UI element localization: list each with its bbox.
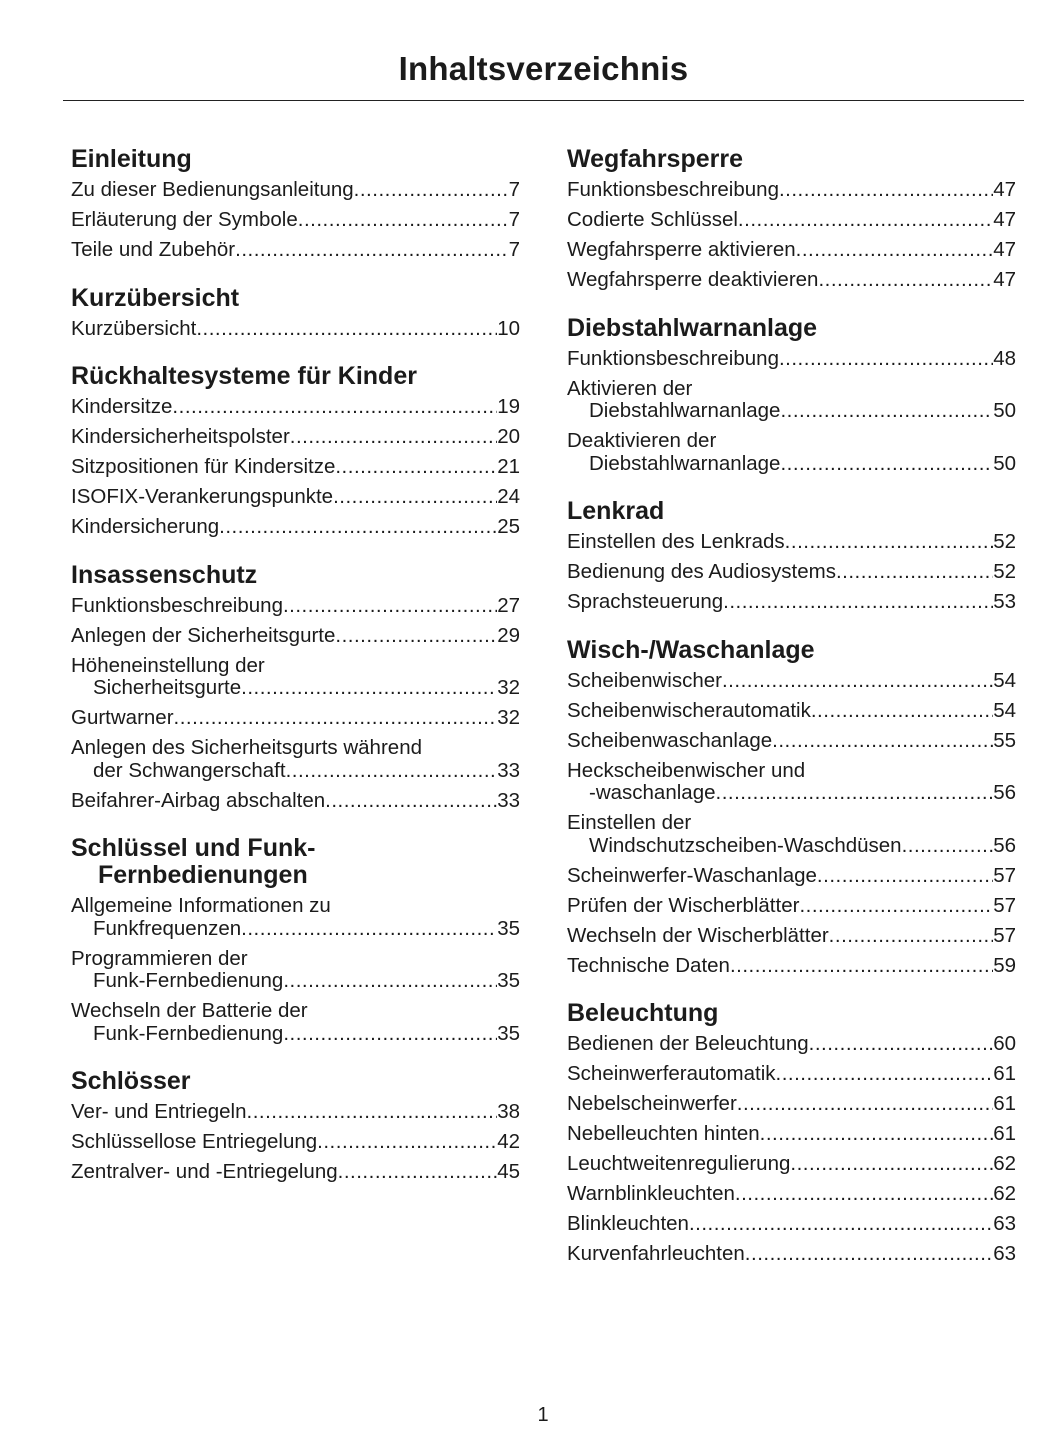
toc-section (567, 1000, 1016, 1266)
entry-line (71, 239, 520, 262)
entry-line (71, 209, 520, 232)
entry-page-number: 35 (497, 916, 520, 940)
toc-entry[interactable] (567, 670, 1016, 693)
dot-leader (785, 531, 994, 554)
entry-line (567, 1213, 1016, 1236)
entry-line (71, 760, 520, 783)
entry-line (567, 1063, 1016, 1086)
toc-entry[interactable] (71, 1161, 520, 1184)
entry-label: Codierte Schlüssel (567, 208, 738, 231)
entry-page-number: 7 (508, 208, 520, 231)
entry-line (567, 670, 1016, 693)
entry-label: Funktionsbeschreibung (71, 593, 283, 617)
entry-page-number: 61 (993, 1092, 1016, 1115)
entry-page-number: 24 (497, 485, 520, 508)
entry-label: Beifahrer-Airbag abschalten (71, 788, 326, 812)
dot-leader (809, 1033, 994, 1056)
dot-leader (796, 239, 994, 262)
entry-line (71, 1161, 520, 1184)
entry-line (567, 700, 1016, 723)
entry-line (567, 453, 1016, 476)
entry-line (567, 1033, 1016, 1056)
dot-leader (776, 1063, 994, 1086)
toc-entry[interactable] (567, 730, 1016, 753)
toc-entry[interactable] (567, 209, 1016, 232)
section-title: Wisch-/Waschanlage (567, 635, 815, 664)
entry-line (71, 707, 520, 730)
entry-page-number: 57 (993, 923, 1016, 947)
entry-page-number: 25 (497, 515, 520, 538)
toc-column-left (71, 146, 520, 1207)
entry-line (71, 918, 520, 941)
section-title: Insassenschutz (71, 560, 258, 589)
entry-label: Sitzpositionen für Kindersitze (71, 455, 336, 478)
entry-label: Einstellen des Lenkrads (567, 530, 785, 553)
section-title: Kurzübersicht (71, 283, 240, 312)
entry-page-number: 50 (993, 399, 1016, 422)
section-title: Wegfahrsperre (567, 145, 743, 173)
toc-section (71, 562, 520, 813)
entry-page-number: 7 (508, 238, 520, 261)
entry-label-line1: Anlegen des Sicherheitsgurts während (71, 736, 422, 759)
entry-page-number: 62 (993, 1152, 1016, 1175)
entry-line (71, 1131, 520, 1154)
toc-entry[interactable] (71, 895, 520, 940)
entry-page-number: 10 (497, 316, 520, 340)
entry-page-number: 50 (993, 451, 1016, 475)
toc-entry[interactable] (71, 516, 520, 539)
entry-page-number: 63 (993, 1212, 1016, 1235)
entry-line (567, 1243, 1016, 1266)
entry-label: Bedienung des Audiosystems (567, 560, 836, 583)
dot-leader (716, 782, 994, 805)
toc-entry[interactable] (567, 925, 1016, 948)
toc-entry[interactable] (567, 269, 1016, 292)
dot-leader (317, 1131, 497, 1154)
toc-entry[interactable] (71, 318, 520, 341)
entry-label-line1: Höheneinstellung der (71, 653, 265, 677)
page-title: Inhaltsverzeichnis (398, 50, 689, 87)
entry-line (567, 1183, 1016, 1206)
toc-entry[interactable] (567, 812, 1016, 857)
entry-label: Scheinwerfer-Waschanlage (567, 863, 817, 887)
entry-label: Funk-Fernbedienung (93, 969, 284, 992)
entry-label: Funk-Fernbedienung (93, 1021, 284, 1045)
entry-label: Teile und Zubehör (71, 238, 236, 261)
toc-section (71, 363, 520, 539)
entry-label: Zentralver- und -Entriegelung (71, 1160, 338, 1183)
toc-entry[interactable] (567, 591, 1016, 614)
entry-line (71, 456, 520, 479)
entry-label: Kindersicherheitspolster (71, 425, 290, 448)
entry-label-line1: Allgemeine Informationen zu (71, 894, 331, 917)
entry-label: Funktionsbeschreibung (567, 346, 779, 370)
entry-line (567, 865, 1016, 888)
dot-leader (735, 1183, 993, 1206)
toc-entry[interactable] (567, 179, 1016, 202)
toc-entry[interactable] (71, 426, 520, 449)
toc-entry[interactable] (567, 865, 1016, 888)
entry-line (71, 677, 520, 700)
entry-page-number: 20 (497, 425, 520, 448)
entry-page-number: 48 (993, 346, 1016, 370)
toc-entry[interactable] (71, 948, 520, 993)
dot-leader (241, 677, 497, 700)
dot-leader (235, 239, 508, 262)
dot-leader (779, 348, 993, 371)
entry-page-number: 38 (497, 1100, 520, 1123)
entry-line (567, 1153, 1016, 1176)
entry-label: Funkfrequenzen (93, 916, 242, 940)
entry-label: Kurvenfahrleuchten (567, 1242, 745, 1265)
entry-line (567, 348, 1016, 371)
dot-leader (780, 400, 993, 423)
toc-entry[interactable] (567, 1093, 1016, 1116)
entry-label: Scheinwerferautomatik (567, 1062, 776, 1085)
section-title: Lenkrad (567, 497, 665, 525)
entry-line (71, 486, 520, 509)
entry-page-number: 60 (993, 1032, 1016, 1055)
dot-leader (354, 179, 509, 202)
entry-page-number: 32 (497, 706, 520, 729)
entry-line (71, 1101, 520, 1124)
entry-line (567, 591, 1016, 614)
entry-label: Prüfen der Wischerblätter (567, 893, 800, 917)
entry-page-number: 47 (993, 268, 1016, 291)
toc-entry[interactable] (71, 396, 520, 419)
toc-entry[interactable] (567, 1063, 1016, 1086)
entry-label: Wegfahrsperre deaktivieren (567, 268, 819, 291)
entry-page-number: 59 (993, 953, 1016, 977)
entry-line (567, 531, 1016, 554)
toc-entry[interactable] (71, 1131, 520, 1154)
entry-page-number: 55 (993, 728, 1016, 752)
entry-page-number: 57 (993, 893, 1016, 917)
toc-entry[interactable] (567, 1213, 1016, 1236)
dot-leader (247, 1101, 498, 1124)
entry-label-line1: Heckscheibenwischer und (567, 758, 806, 782)
entry-line (567, 179, 1016, 202)
entry-page-number: 47 (993, 208, 1016, 231)
entry-line (567, 1093, 1016, 1116)
entry-page-number: 47 (993, 238, 1016, 261)
toc-entry[interactable] (567, 1243, 1016, 1266)
toc-entry[interactable] (71, 239, 520, 262)
entry-page-number: 57 (993, 863, 1016, 887)
entry-line (71, 595, 520, 618)
dot-leader (722, 670, 993, 693)
entry-line (567, 955, 1016, 978)
entry-line (71, 426, 520, 449)
entry-page-number: 45 (497, 1160, 520, 1183)
entry-page-number: 21 (497, 455, 520, 478)
entry-page-number: 27 (497, 593, 520, 617)
section-title: Rückhaltesysteme für Kinder (71, 362, 417, 390)
entry-page-number: 63 (993, 1242, 1016, 1265)
entry-page-number: 42 (497, 1130, 520, 1153)
toc-entry[interactable] (567, 561, 1016, 584)
entry-line (71, 970, 520, 993)
dot-leader (818, 269, 993, 292)
toc-entry[interactable] (71, 655, 520, 700)
toc-section (567, 498, 1016, 614)
toc-entry[interactable] (71, 1101, 520, 1124)
section-title: Schlüssel und Funk-Fernbedienungen (71, 834, 316, 889)
toc-entry[interactable] (567, 760, 1016, 805)
toc-entry[interactable] (567, 1153, 1016, 1176)
entry-label: Scheibenwaschanlage (567, 728, 773, 752)
toc-entry[interactable] (567, 1033, 1016, 1056)
toc-column-right (567, 146, 1016, 1289)
dot-leader (290, 426, 497, 449)
dot-leader (779, 179, 993, 202)
toc-entry[interactable] (71, 179, 520, 202)
toc-entry[interactable] (71, 737, 520, 782)
entry-label: Leuchtweitenregulierung (567, 1152, 791, 1175)
dot-leader (335, 625, 497, 648)
entry-line (567, 925, 1016, 948)
entry-label: Scheibenwischerautomatik (567, 698, 811, 722)
toc-entry[interactable] (71, 486, 520, 509)
toc-section (71, 285, 520, 341)
dot-leader (298, 209, 509, 232)
entry-line (71, 516, 520, 539)
toc-entry[interactable] (567, 430, 1016, 475)
entry-label: Scheibenwischer (567, 668, 722, 692)
entry-label: Ver- und Entriegeln (71, 1100, 247, 1123)
entry-line (71, 179, 520, 202)
toc-section (71, 146, 520, 262)
dot-leader (174, 707, 498, 730)
entry-line (567, 835, 1016, 858)
toc-entry[interactable] (567, 531, 1016, 554)
toc-entry[interactable] (567, 700, 1016, 723)
dot-leader (811, 700, 993, 723)
dot-leader (689, 1213, 993, 1236)
entry-page-number: 52 (993, 530, 1016, 553)
dot-leader (817, 865, 993, 888)
toc-entry[interactable] (71, 1000, 520, 1045)
dot-leader (335, 456, 497, 479)
toc-section (567, 315, 1016, 476)
entry-page-number: 56 (993, 833, 1016, 857)
entry-line (567, 895, 1016, 918)
entry-line (567, 1123, 1016, 1146)
dot-leader (836, 561, 993, 584)
entry-page-number: 35 (497, 969, 520, 992)
entry-page-number: 47 (993, 178, 1016, 201)
entry-page-number: 7 (508, 178, 520, 201)
entry-line (71, 625, 520, 648)
entry-line (71, 1023, 520, 1046)
entry-line (567, 400, 1016, 423)
dot-leader (780, 453, 993, 476)
toc-entry[interactable] (567, 895, 1016, 918)
entry-label-line1: Einstellen der (567, 811, 692, 834)
entry-label: Funktionsbeschreibung (567, 178, 779, 201)
entry-label: Wechseln der Wischerblätter (567, 923, 829, 947)
title-divider (63, 100, 1024, 101)
toc-entry[interactable] (71, 209, 520, 232)
toc-entry[interactable] (567, 348, 1016, 371)
dot-leader (283, 1023, 497, 1046)
dot-leader (333, 486, 497, 509)
entry-label: Schlüssellose Entriegelung (71, 1130, 318, 1153)
entry-label: Sprachsteuerung (567, 590, 724, 613)
entry-page-number: 61 (993, 1122, 1016, 1145)
entry-page-number: 61 (993, 1062, 1016, 1085)
toc-entry[interactable] (71, 625, 520, 648)
entry-label: ISOFIX-Verankerungspunkte (71, 485, 334, 508)
entry-page-number: 33 (497, 758, 520, 782)
entry-label: Gurtwarner (71, 706, 174, 729)
entry-label: Kurzübersicht (71, 316, 197, 340)
toc-entry[interactable] (567, 378, 1016, 423)
dot-leader (829, 925, 994, 948)
entry-label: Anlegen der Sicherheitsgurte (71, 623, 336, 647)
entry-label: Windschutzscheiben-Waschdüsen (589, 833, 902, 857)
entry-label-line1: Programmieren der (71, 946, 248, 970)
toc-section (567, 637, 1016, 978)
entry-label-line1: Wechseln der Batterie der (71, 999, 308, 1022)
entry-label-line1: Aktivieren der (567, 376, 693, 400)
dot-leader (241, 918, 497, 941)
dot-leader (283, 595, 497, 618)
entry-label: Bedienen der Beleuchtung (567, 1032, 809, 1055)
entry-label: Warnblinkleuchten (567, 1182, 735, 1205)
toc-entry[interactable] (567, 239, 1016, 262)
dot-leader (745, 1243, 993, 1266)
entry-line (71, 790, 520, 813)
entry-page-number: 52 (993, 560, 1016, 583)
toc-entry[interactable] (567, 1123, 1016, 1146)
entry-line (567, 209, 1016, 232)
toc-entry[interactable] (71, 707, 520, 730)
dot-leader (730, 955, 993, 978)
entry-line (567, 561, 1016, 584)
section-title: Beleuchtung (567, 999, 719, 1027)
dot-leader (325, 790, 497, 813)
dot-leader (338, 1161, 498, 1184)
entry-page-number: 56 (993, 781, 1016, 804)
entry-label: Zu dieser Bedienungsanleitung (71, 178, 354, 201)
entry-label: Blinkleuchten (567, 1212, 689, 1235)
toc-entry[interactable] (567, 955, 1016, 978)
dot-leader (283, 970, 497, 993)
entry-label: Erläuterung der Symbole (71, 208, 298, 231)
dot-leader (723, 591, 993, 614)
toc-entry[interactable] (567, 1183, 1016, 1206)
dot-leader (799, 895, 993, 918)
toc-entry[interactable] (71, 790, 520, 813)
entry-page-number: 54 (993, 668, 1016, 692)
toc-entry[interactable] (71, 595, 520, 618)
entry-label: Kindersitze (71, 395, 173, 418)
entry-label: Nebelscheinwerfer (567, 1092, 737, 1115)
toc-section (71, 835, 520, 1045)
entry-label-line1: Deaktivieren der (567, 429, 717, 452)
entry-label: Diebstahlwarnanlage (589, 399, 781, 422)
dot-leader (760, 1123, 994, 1146)
entry-page-number: 54 (993, 698, 1016, 722)
dot-leader (172, 396, 497, 419)
dot-leader (737, 1093, 993, 1116)
dot-leader (902, 835, 994, 858)
dot-leader (772, 730, 993, 753)
entry-label: Wegfahrsperre aktivieren (567, 238, 796, 261)
dot-leader (790, 1153, 993, 1176)
entry-page-number: 62 (993, 1182, 1016, 1205)
toc-section (567, 146, 1016, 292)
entry-label: Sicherheitsgurte (93, 676, 242, 699)
entry-label: der Schwangerschaft (93, 758, 286, 782)
section-title: Einleitung (71, 145, 192, 173)
entry-line (71, 396, 520, 419)
section-title: Schlösser (71, 1067, 191, 1095)
entry-line (567, 239, 1016, 262)
dot-leader (196, 318, 497, 341)
toc-section (71, 1068, 520, 1184)
entry-label: Technische Daten (567, 953, 730, 977)
entry-line (567, 269, 1016, 292)
entry-line (71, 318, 520, 341)
entry-label: Diebstahlwarnanlage (589, 451, 781, 475)
dot-leader (286, 760, 498, 783)
entry-page-number: 33 (497, 788, 520, 812)
entry-page-number: 19 (497, 395, 520, 418)
dot-leader (738, 209, 993, 232)
entry-page-number: 53 (993, 590, 1016, 613)
dot-leader (219, 516, 497, 539)
entry-label: Kindersicherung (71, 515, 220, 538)
entry-label: Nebelleuchten hinten (567, 1122, 760, 1145)
section-title: Diebstahlwarnanlage (567, 313, 818, 342)
entry-line (567, 730, 1016, 753)
entry-page-number: 29 (497, 623, 520, 647)
toc-entry[interactable] (71, 456, 520, 479)
page-number: 1 (537, 1404, 549, 1426)
entry-page-number: 35 (497, 1021, 520, 1045)
entry-page-number: 32 (497, 676, 520, 699)
entry-label: -waschanlage (589, 781, 716, 804)
entry-line (567, 782, 1016, 805)
